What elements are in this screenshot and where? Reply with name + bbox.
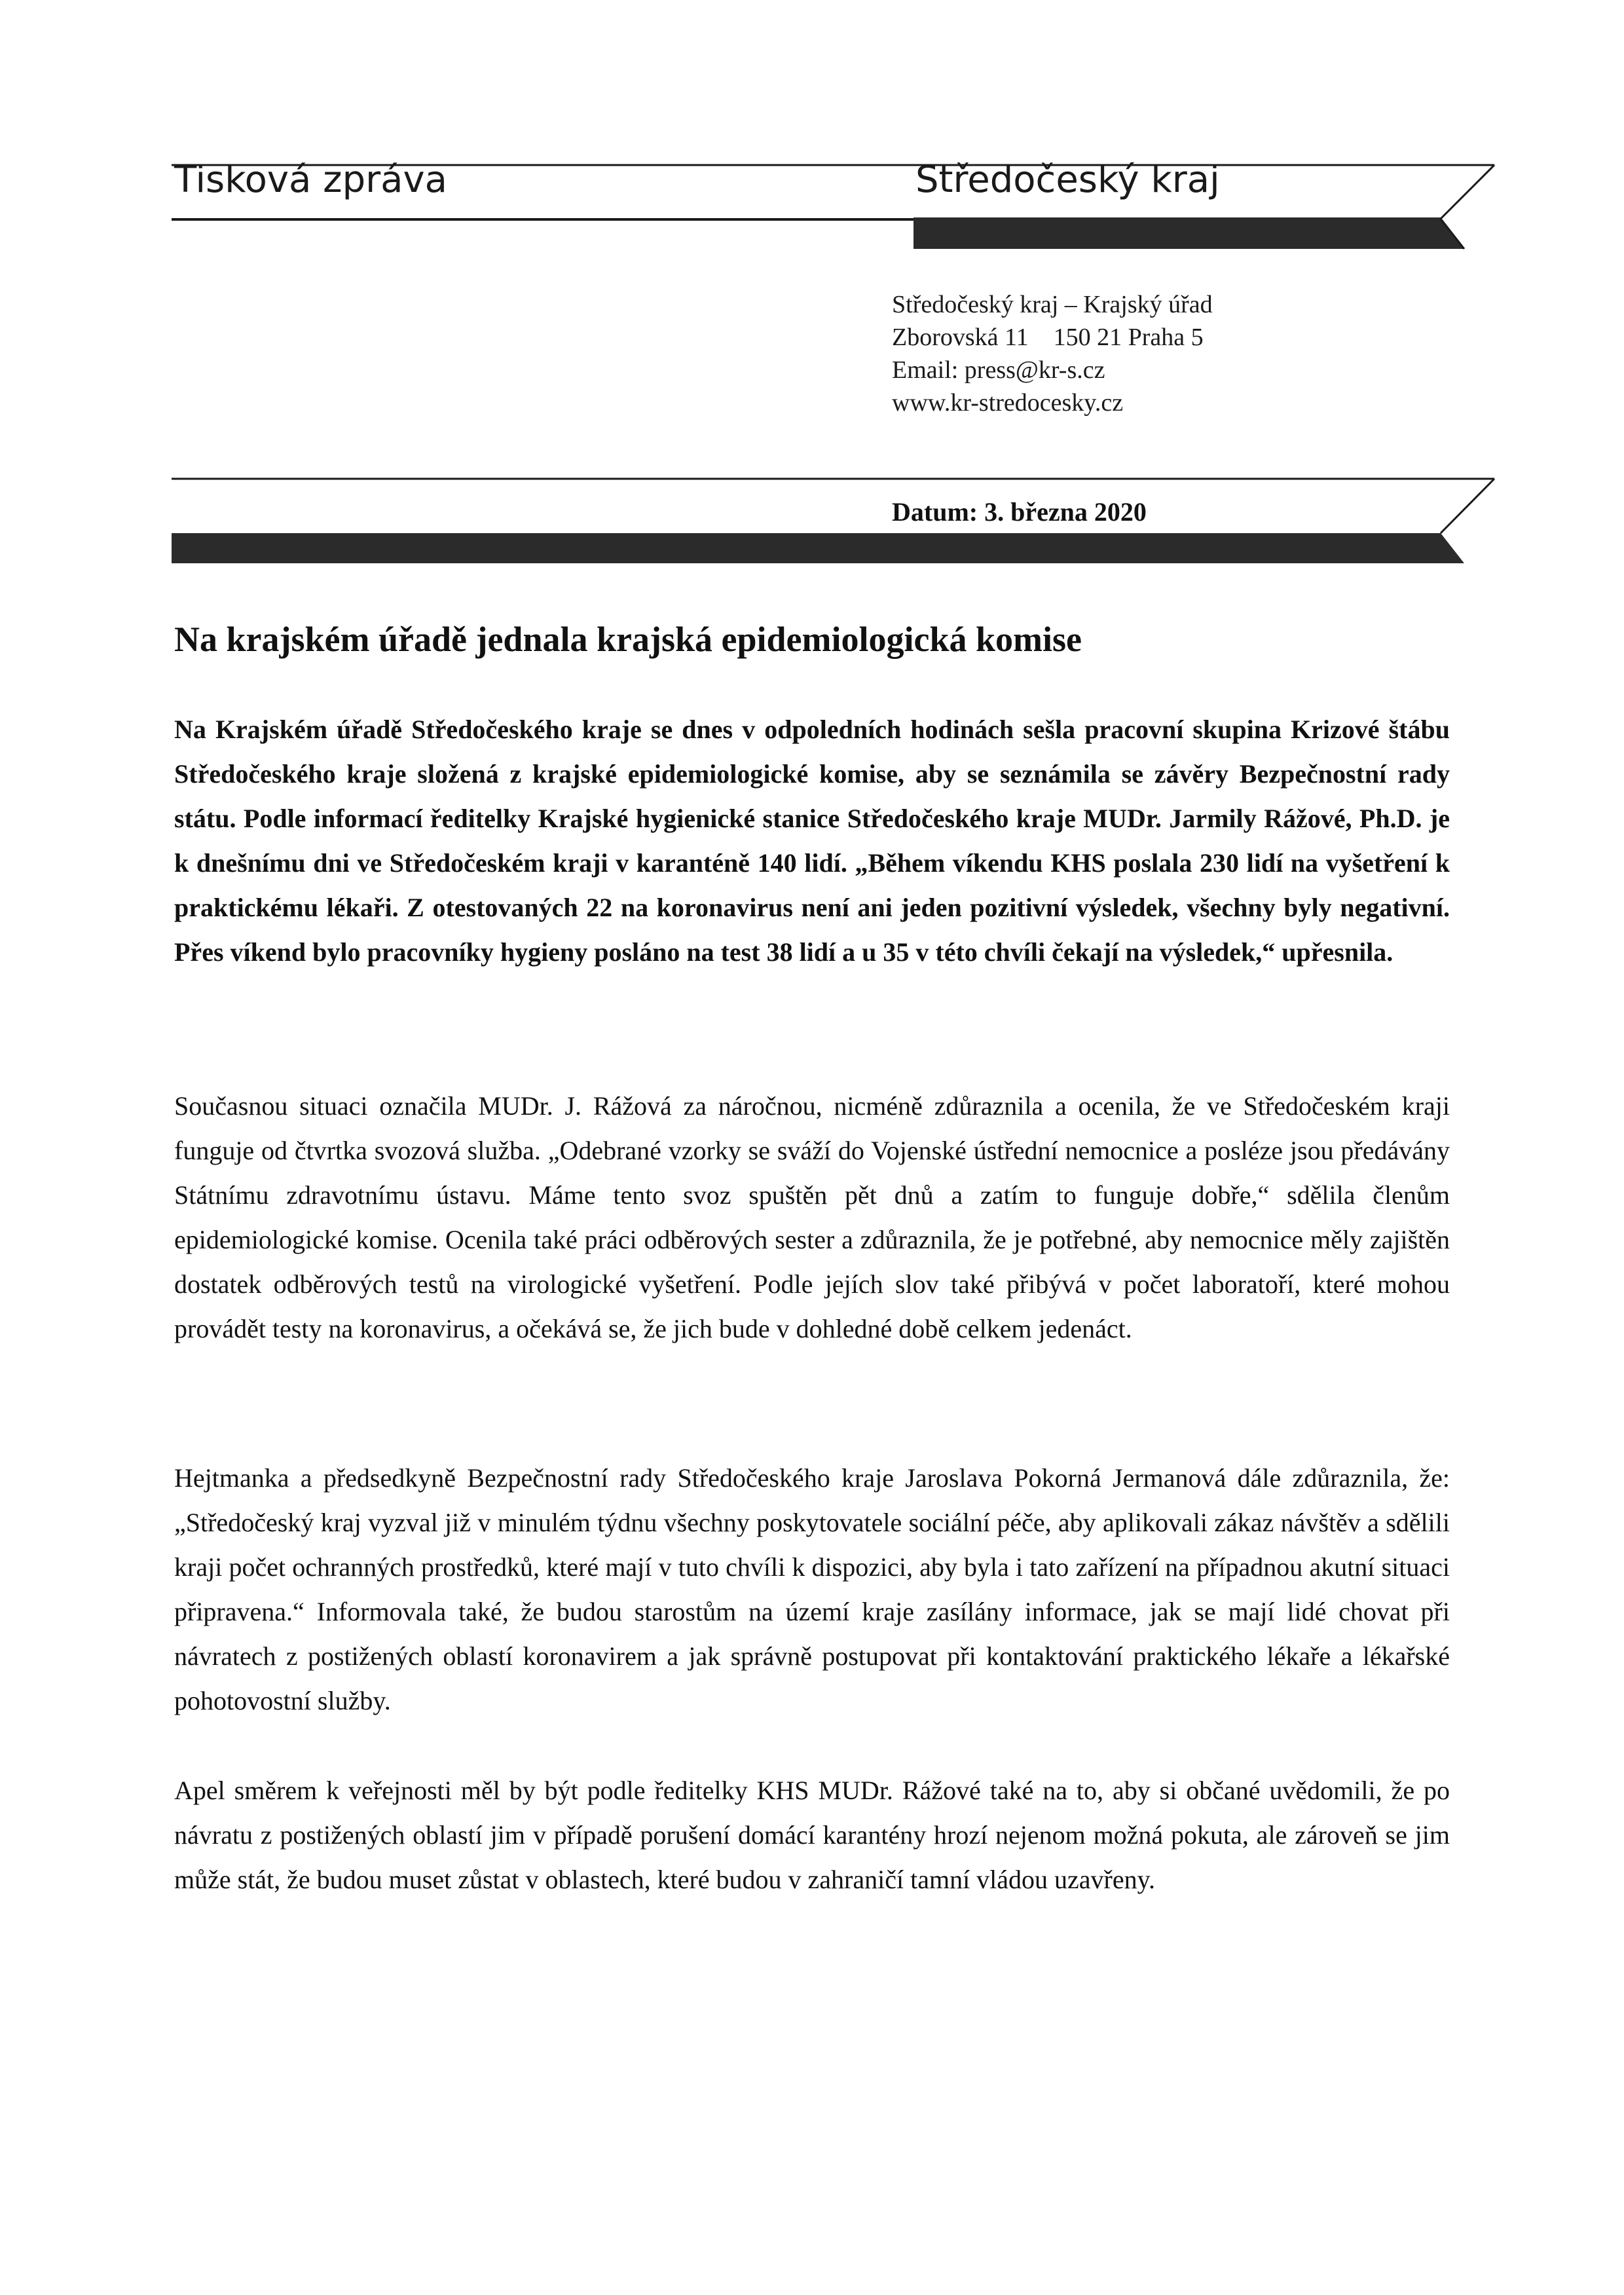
release-date: Datum: 3. března 2020 — [892, 497, 1147, 527]
lead-paragraph: Na Krajském úřadě Středočeského kraje se dnes v odpoledních hodinách sešla pracovní skupina Krizové štábu Středočeského kraje složená z krajské epidemiologické komise, aby se seznámila se závěry Bezpečnostní rady státu. Podle informací ředitelky Krajské hygienické stanice Středočeského kraje MUDr. Jarmily Rážové, Ph.D. je k dnešnímu dni ve Středočeském kraji v karanténě 140 lidí. „Během víkendu KHS poslala 230 lidí na vyšetření k praktickému lékaři. Z otestovaných 22 na koronavirus není ani jeden pozitivní výsledek, všechny byly negativní. Přes víkend bylo pracovníky hygieny posláno na test 38 lidí a u 35 v této chvíli čekají na výsledek,“ upřesnila. — [174, 715, 1450, 967]
region-name: Středočeský kraj — [915, 159, 1220, 201]
contact-web: www.kr-stredocesky.cz — [892, 389, 1124, 417]
body-paragraph-2: Hejtmanka a předsedkyně Bezpečnostní rady Středočeského kraje Jaroslava Pokorná Jermanová dále zdůraznila, že: „Středočeský kraj vyzval již v minulém týdnu všechny poskytovatele sociální péče, aby aplikovali zákaz návštěv a sdělili kraji počet ochranných prostředků, které mají v tuto chvíli k dispozici, aby byla i tato zařízení na případnou akutní situaci připravena.“ Informovala také, že budou starostům na území kraje zasílány informace, jak se mají lidé chovat při návratech z postižených oblastí koronavirem a jak správně postupovat při kontaktování praktického lékaře a lékařské pohotovostní služby. — [174, 1463, 1450, 1715]
body-paragraph-1: Současnou situaci označila MUDr. J. Rážová za náročnou, nicméně zdůraznila a ocenila, že ve Středočeském kraji funguje od čtvrtka svozová služba. „Odebrané vzorky se sváží do Vojenské ústřední nemocnice a posléze jsou předávány Státnímu zdravotnímu ústavu. Máme tento svoz spuštěn pět dnů a zatím to funguje dobře,“ sdělila členům epidemiologické komise. Ocenila také práci odběrových sester a zdůraznila, že je potřebné, aby nemocnice měly zajištěn dostatek odběrových testů na virologické vyšetření. Podle jejích slov také přibývá v počet laboratoří, které mohou provádět testy na koronavirus, a očekává se, že jich bude v dohledné době celkem jedenáct. — [174, 1091, 1450, 1343]
document-type-title: Tisková zpráva — [174, 159, 447, 201]
body-paragraph-3: Apel směrem k veřejnosti měl by být podle ředitelky KHS MUDr. Rážové také na to, aby si občané uvědomili, že po návratu z postižených oblastí jim v případě porušení domácí karantény hrozí nejenom možná pokuta, ale zároveň se jim může stát, že budou muset zůstat v oblastech, které budou v zahraničí tamní vládou uzavřeny. — [174, 1776, 1450, 1894]
contact-address: Zborovská 11 150 21 Praha 5 — [892, 324, 1204, 351]
contact-office: Středočeský kraj – Krajský úřad — [892, 291, 1213, 318]
contact-block — [892, 288, 1213, 419]
contact-email: Email: press@kr-s.cz — [892, 356, 1105, 384]
headline: Na krajském úřadě jednala krajská epidemiologická komise — [174, 620, 1082, 659]
